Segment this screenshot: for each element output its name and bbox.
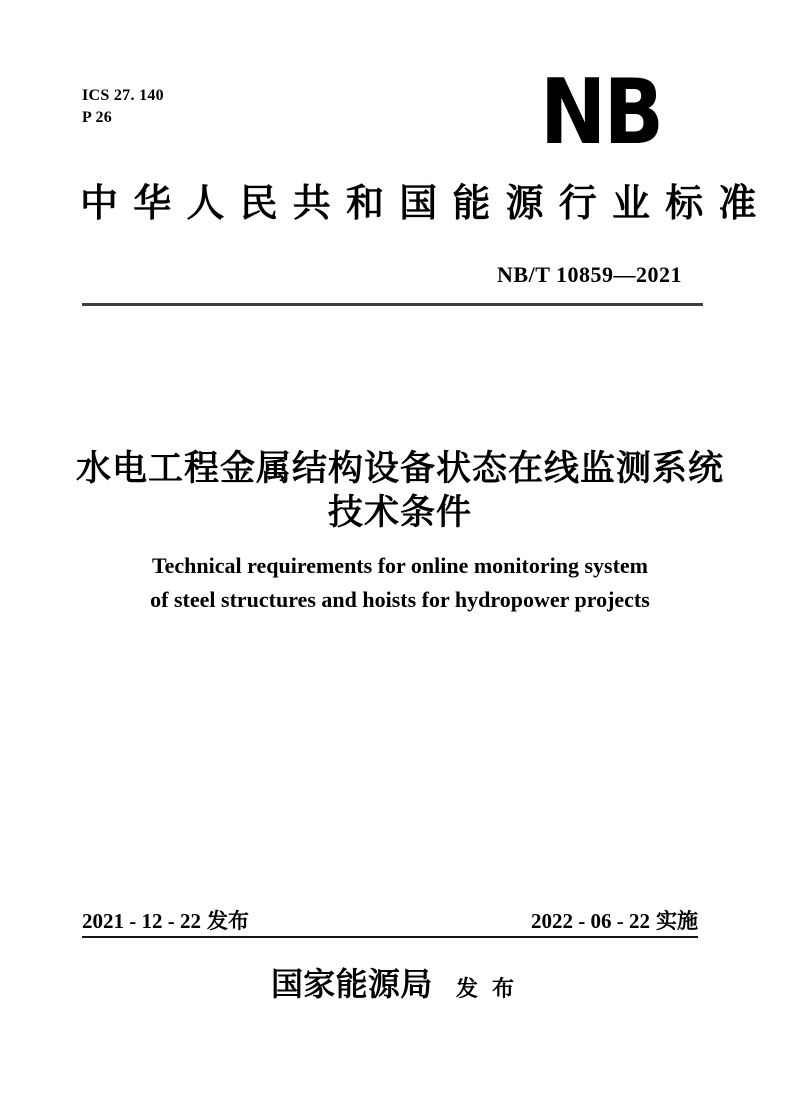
standard-number: NB/T 10859—2021 — [497, 262, 682, 287]
header-rule — [82, 303, 703, 306]
document-title-en-line1: Technical requirements for online monitoring system — [151, 553, 648, 578]
publish-label: 发布 — [456, 976, 529, 1001]
issue-date: 2021 - 12 - 22 — [82, 909, 201, 933]
footer-rule — [82, 936, 698, 938]
document-title-en — [0, 549, 800, 617]
issue-date-label: 发布 — [207, 909, 249, 933]
implement-date-group — [531, 908, 698, 934]
standard-category-title: 中华人民共和国能源行业标准 — [80, 183, 772, 225]
implement-date-label: 实施 — [656, 909, 698, 933]
dates-row — [82, 908, 698, 934]
publisher-name: 国家能源局 — [271, 966, 433, 1002]
document-title-zh — [0, 447, 800, 535]
document-title-en-line2: of steel structures and hoists for hydropower projects — [150, 587, 650, 612]
document-title-zh-line2: 技术条件 — [327, 493, 472, 533]
nb-logo: NB — [540, 60, 662, 165]
document-title-zh-line1: 水电工程金属结构设备状态在线监测系统 — [75, 449, 724, 489]
implement-date: 2022 - 06 - 22 — [531, 909, 650, 933]
issue-date-group — [82, 908, 249, 934]
ics-block — [82, 85, 164, 129]
classification-code: P 26 — [82, 109, 113, 126]
ics-code: ICS 27. 140 — [82, 87, 164, 104]
